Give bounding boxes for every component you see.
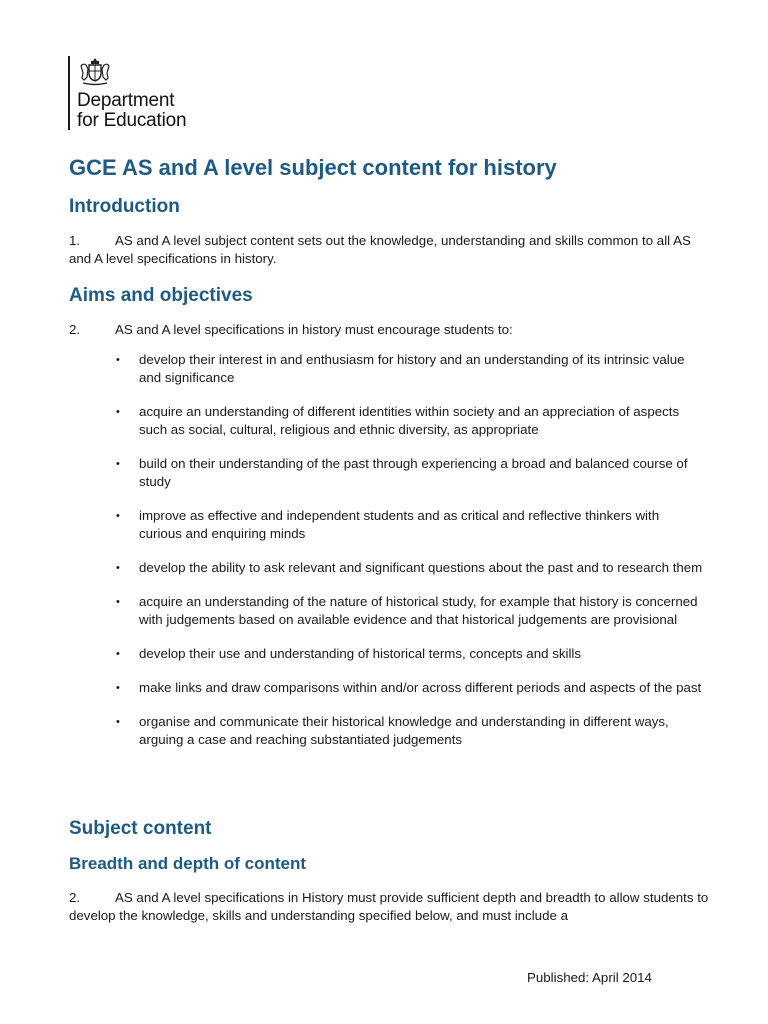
bullet-icon: • [116, 510, 120, 522]
logo-divider [68, 56, 70, 130]
list-item [113, 455, 703, 491]
list-item [113, 679, 703, 697]
aims-heading: Aims and objectives [69, 285, 253, 306]
bullet-icon: • [116, 458, 120, 470]
list-item-text: organise and communicate their historical knowledge and understanding in different ways, arguing a case and reaching substantiated judgements [139, 714, 669, 747]
bullet-icon: • [116, 648, 120, 660]
paragraph-text: AS and A level subject content sets out the knowledge, understanding and skills common to all AS and A level specifications in history. [69, 233, 691, 266]
list-item-text: acquire an understanding of the nature of historical study, for example that history is concerned with judgements based on available evidence and that historical judgements are provisional [139, 594, 698, 627]
department-logo [68, 56, 218, 136]
aims-paragraph [69, 321, 709, 339]
subject-content-paragraph [69, 889, 709, 925]
bullet-icon: • [116, 682, 120, 694]
list-item [113, 713, 703, 749]
list-item [113, 351, 703, 387]
bullet-icon: • [116, 596, 120, 608]
paragraph-number: 2. [69, 322, 81, 337]
introduction-heading: Introduction [69, 196, 180, 217]
list-item-text: develop their interest in and enthusiasm for history and an understanding of its intrinsic value and significance [139, 352, 685, 385]
paragraph-number: 2. [69, 890, 81, 905]
list-item [113, 507, 703, 543]
bullet-icon: • [116, 406, 120, 418]
paragraph-text: AS and A level specifications in History must provide sufficient depth and breadth to allow students to develop the knowledge, skills and understanding specified below, and must include a [69, 890, 709, 923]
bullet-icon: • [116, 716, 120, 728]
aims-bullet-list [113, 351, 703, 765]
logo-line-2: for Education [77, 110, 187, 131]
list-item-text: build on their understanding of the past through experiencing a broad and balanced course of study [139, 456, 688, 489]
paragraph-text: AS and A level specifications in history must encourage students to: [115, 322, 513, 337]
list-item-text: acquire an understanding of different identities within society and an appreciation of aspects such as social, cultural, religious and ethnic diversity, as appropriate [139, 404, 680, 437]
paragraph-number: 1. [69, 233, 81, 248]
royal-crest-icon [77, 56, 113, 86]
document-title: GCE AS and A level subject content for history [69, 155, 557, 180]
list-item [113, 403, 703, 439]
bullet-icon: • [116, 562, 120, 574]
subject-content-heading: Subject content [69, 818, 212, 839]
list-item [113, 559, 703, 577]
published-date: Published: April 2014 [527, 970, 652, 985]
list-item [113, 593, 703, 629]
logo-line-1: Department [77, 90, 175, 111]
logo-wordmark [77, 91, 186, 131]
list-item-text: develop their use and understanding of historical terms, concepts and skills [139, 646, 581, 661]
list-item-text: develop the ability to ask relevant and significant questions about the past and to research them [139, 560, 703, 575]
list-item [113, 645, 703, 663]
list-item-text: improve as effective and independent students and as critical and reflective thinkers with curious and enquiring minds [139, 508, 660, 541]
breadth-depth-heading: Breadth and depth of content [69, 854, 307, 873]
list-item-text: make links and draw comparisons within and/or across different periods and aspects of the past [139, 680, 702, 695]
introduction-paragraph [69, 232, 709, 268]
bullet-icon: • [116, 354, 120, 366]
